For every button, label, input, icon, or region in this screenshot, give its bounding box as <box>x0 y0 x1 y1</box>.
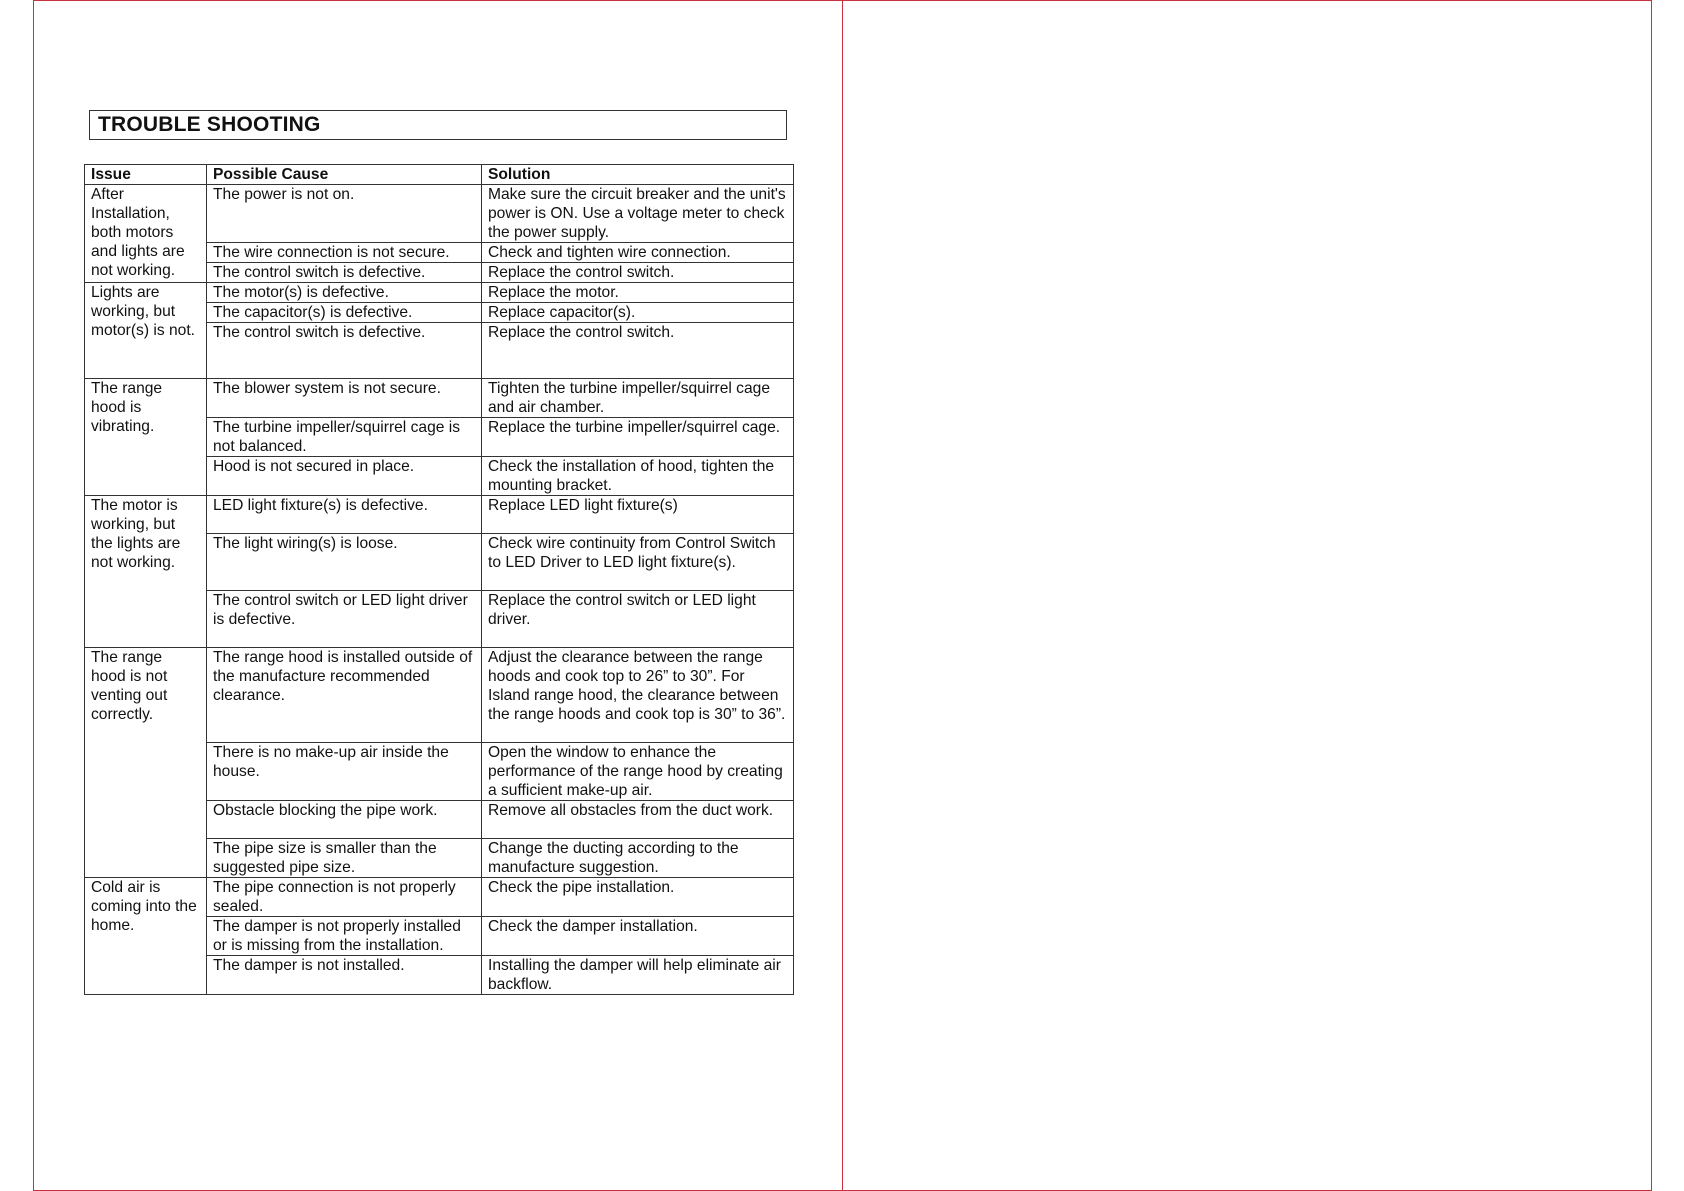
solution-cell: Replace the turbine impeller/squirrel cage. <box>482 418 794 457</box>
cause-cell: The damper is not properly installed or is missing from the installation. <box>207 917 482 956</box>
cause-cell: The control switch or LED light driver is defective. <box>207 591 482 648</box>
solution-cell: Adjust the clearance between the range hoods and cook top to 26” to 30”. For Island range hood, the clearance between the range hoods and cook top is 30” to 36”. <box>482 648 794 743</box>
header-possible-cause: Possible Cause <box>207 165 482 185</box>
table-header-row <box>85 165 794 185</box>
solution-cell: Installing the damper will help eliminate air backflow. <box>482 956 794 995</box>
cause-cell: The control switch is defective. <box>207 263 482 283</box>
solution-cell: Replace LED light fixture(s) <box>482 496 794 534</box>
issue-cell: After Installation, both motors and lights are not working. <box>85 185 207 283</box>
solution-cell: Remove all obstacles from the duct work. <box>482 801 794 839</box>
cause-cell: Hood is not secured in place. <box>207 457 482 496</box>
solution-cell: Check the installation of hood, tighten the mounting bracket. <box>482 457 794 496</box>
table-row <box>85 496 794 534</box>
table-row <box>85 379 794 418</box>
solution-cell: Change the ducting according to the manufacture suggestion. <box>482 839 794 878</box>
solution-cell: Tighten the turbine impeller/squirrel cage and air chamber. <box>482 379 794 418</box>
cause-cell: The motor(s) is defective. <box>207 283 482 303</box>
table-row <box>85 283 794 303</box>
solution-cell: Replace the control switch. <box>482 263 794 283</box>
cause-cell: The light wiring(s) is loose. <box>207 534 482 591</box>
cause-cell: There is no make-up air inside the house. <box>207 743 482 801</box>
solution-cell: Check the pipe installation. <box>482 878 794 917</box>
issue-cell: The range hood is vibrating. <box>85 379 207 496</box>
cause-cell: Obstacle blocking the pipe work. <box>207 801 482 839</box>
issue-cell: The range hood is not venting out correctly. <box>85 648 207 878</box>
cause-cell: The pipe connection is not properly sealed. <box>207 878 482 917</box>
cause-cell: The wire connection is not secure. <box>207 243 482 263</box>
table-row <box>85 185 794 243</box>
cause-cell: LED light fixture(s) is defective. <box>207 496 482 534</box>
solution-cell: Check wire continuity from Control Switch to LED Driver to LED light fixture(s). <box>482 534 794 591</box>
solution-cell: Replace the control switch or LED light driver. <box>482 591 794 648</box>
cause-cell: The pipe size is smaller than the suggested pipe size. <box>207 839 482 878</box>
cause-cell: The capacitor(s) is defective. <box>207 303 482 323</box>
solution-cell: Make sure the circuit breaker and the unit's power is ON. Use a voltage meter to check the power supply. <box>482 185 794 243</box>
cause-cell: The range hood is installed outside of the manufacture recommended clearance. <box>207 648 482 743</box>
issue-cell: Lights are working, but motor(s) is not. <box>85 283 207 379</box>
header-solution: Solution <box>482 165 794 185</box>
section-title: TROUBLE SHOOTING <box>89 110 787 140</box>
cause-cell: The control switch is defective. <box>207 323 482 379</box>
page-border-right <box>1651 0 1652 1191</box>
table-row <box>85 878 794 917</box>
header-issue: Issue <box>85 165 207 185</box>
cause-cell: The turbine impeller/squirrel cage is not balanced. <box>207 418 482 457</box>
solution-cell: Check the damper installation. <box>482 917 794 956</box>
cause-cell: The damper is not installed. <box>207 956 482 995</box>
page-divider <box>842 0 843 1191</box>
page-border-left <box>33 0 34 1191</box>
solution-cell: Replace the motor. <box>482 283 794 303</box>
troubleshooting-table <box>84 164 794 995</box>
solution-cell: Replace capacitor(s). <box>482 303 794 323</box>
cause-cell: The power is not on. <box>207 185 482 243</box>
solution-cell: Open the window to enhance the performance of the range hood by creating a sufficient make-up air. <box>482 743 794 801</box>
cause-cell: The blower system is not secure. <box>207 379 482 418</box>
solution-cell: Replace the control switch. <box>482 323 794 379</box>
issue-cell: Cold air is coming into the home. <box>85 878 207 995</box>
table-row <box>85 648 794 743</box>
issue-cell: The motor is working, but the lights are not working. <box>85 496 207 648</box>
solution-cell: Check and tighten wire connection. <box>482 243 794 263</box>
